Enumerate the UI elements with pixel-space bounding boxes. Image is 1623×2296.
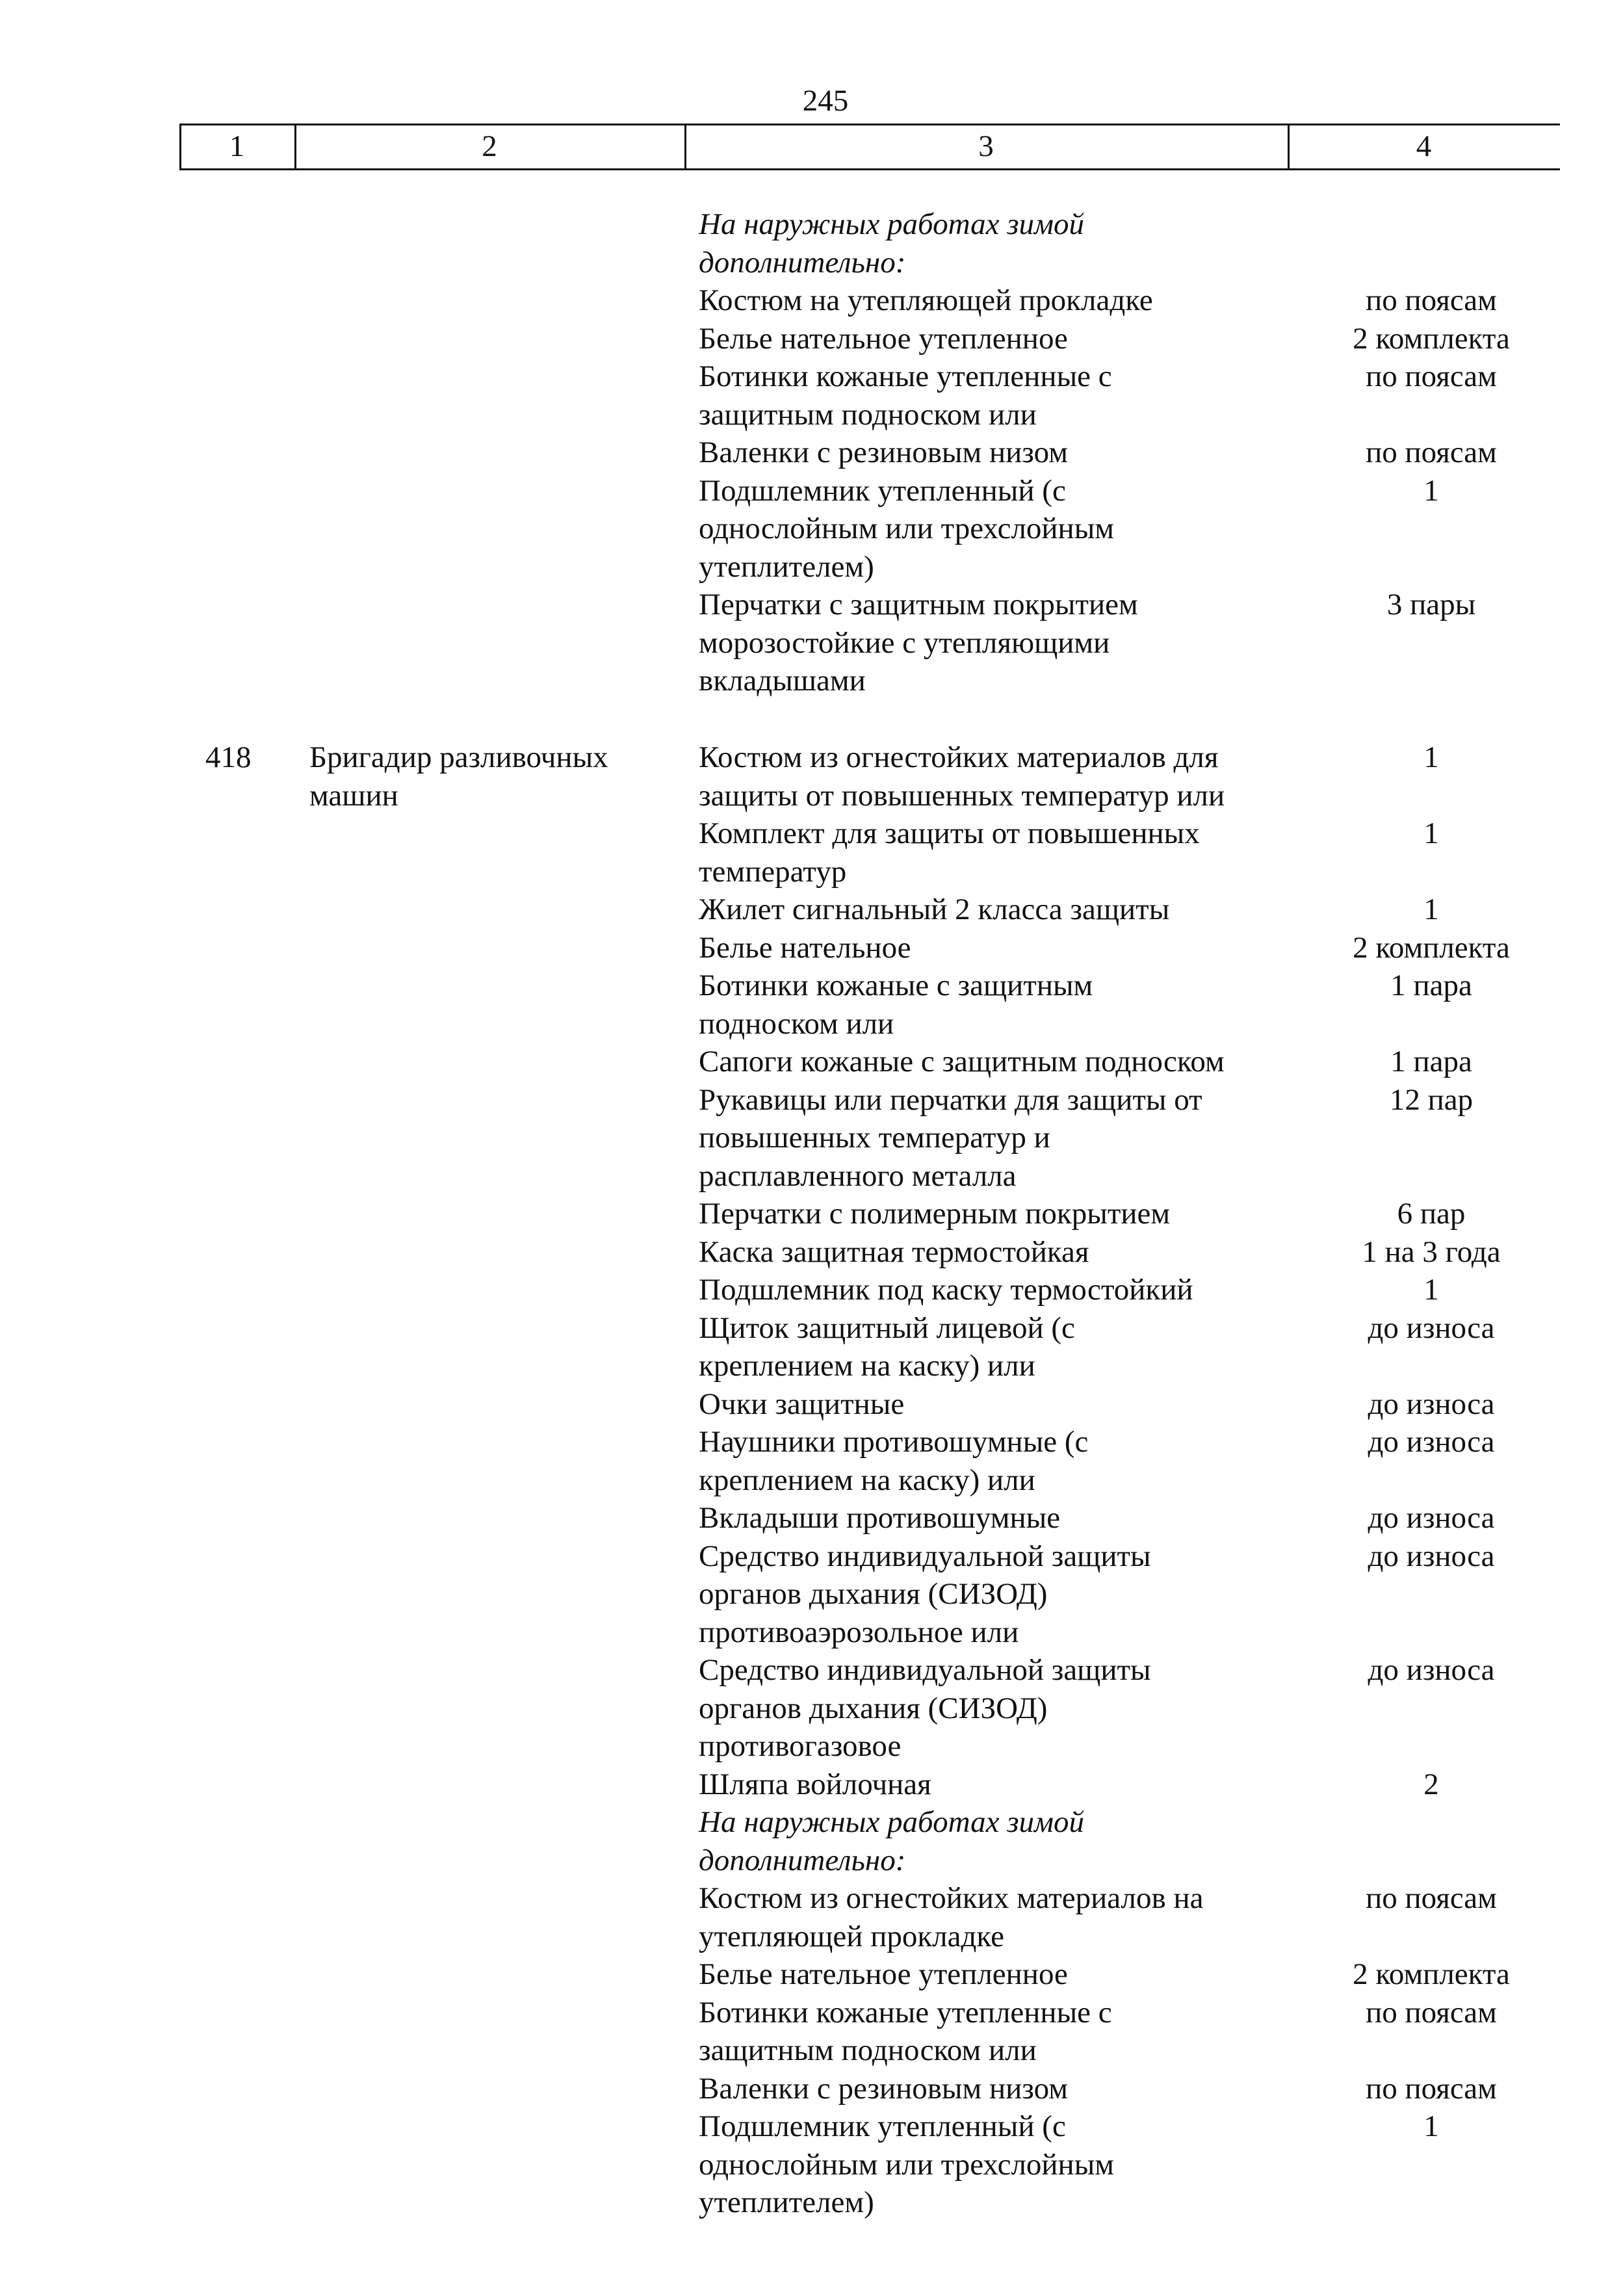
row418-item-15-line-0: Средство индивидуальной защиты [699, 1653, 1151, 1687]
row418-winter-item-4-line-2: утеплителем) [699, 2185, 874, 2219]
row418-item-4-line-1: подноском или [699, 1006, 894, 1041]
row418-item-1-norm: 1 [1423, 816, 1439, 850]
column-header-3: 3 [978, 129, 994, 163]
block1-item-3-line-0: Валенки с резиновым низом [699, 436, 1068, 469]
row418-item-0-line-1: защиты от повышенных температур или [699, 778, 1225, 813]
block1-item-4-line-2: утеплителем) [699, 549, 874, 584]
row418-winter-item-2-norm: по поясам [1366, 1995, 1497, 2029]
column-header-2: 2 [482, 129, 497, 163]
page-number: 245 [802, 84, 849, 118]
row418-item-5-norm: 1 пара [1390, 1045, 1472, 1078]
row418-item-13-norm: до износа [1368, 1501, 1495, 1535]
profession-name-line-0: Бригадир разливочных [309, 740, 608, 774]
row418-item-10-line-0: Щиток защитный лицевой (с [699, 1311, 1075, 1345]
row418-item-6-line-2: расплавленного металла [699, 1158, 1017, 1193]
row418-winter-item-1-norm: 2 комплекта [1353, 1957, 1510, 1991]
row418-item-0-norm: 1 [1423, 740, 1439, 774]
row418-item-10-norm: до износа [1368, 1311, 1495, 1345]
block1-item-1-norm: 2 комплекта [1353, 321, 1510, 356]
row418-item-8-line-0: Каска защитная термостойкая [699, 1234, 1089, 1269]
row418-item-12-norm: до износа [1368, 1425, 1495, 1459]
row418-item-1-line-0: Комплект для защиты от повышенных [699, 816, 1200, 850]
row418-winter-item-1-line-0: Белье нательное утепленное [699, 1957, 1068, 1991]
block1-item-4-line-1: однослойным или трехслойным [699, 512, 1115, 545]
row-number-418: 418 [205, 740, 252, 774]
row418-item-5-line-0: Сапоги кожаные с защитным подноском [699, 1045, 1225, 1078]
row418-winter-item-0-norm: по поясам [1366, 1881, 1497, 1915]
row418-winter-item-2-line-0: Ботинки кожаные утепленные с [699, 1995, 1112, 2029]
winter-section-title-1-line-1: дополнительно: [699, 245, 906, 280]
row418-item-15-line-1: органов дыхания (СИЗОД) [699, 1691, 1048, 1725]
row418-item-9-norm: 1 [1423, 1273, 1439, 1307]
row418-item-12-line-0: Наушники противошумные (с [699, 1425, 1089, 1459]
row418-item-9-line-0: Подшлемник под каску термостойкий [699, 1273, 1193, 1307]
row418-item-14-norm: до износа [1368, 1539, 1495, 1573]
profession-name-line-1: машин [309, 778, 398, 813]
row418-item-14-line-2: противоаэрозольное или [699, 1615, 1019, 1649]
block1-item-0-line-0: Костюм на утепляющей прокладке [699, 283, 1153, 317]
row418-item-15-norm: до износа [1368, 1653, 1495, 1687]
row418-winter-item-4-line-0: Подшлемник утепленный (с [699, 2109, 1066, 2143]
row418-item-10-line-1: креплением на каску) или [699, 1349, 1035, 1383]
block1-item-4-line-0: Подшлемник утепленный (с [699, 473, 1066, 508]
row418-winter-item-4-norm: 1 [1423, 2109, 1439, 2143]
row418-item-11-norm: до износа [1368, 1387, 1495, 1421]
block1-item-4-norm: 1 [1423, 473, 1439, 508]
row418-item-4-norm: 1 пара [1390, 969, 1472, 1002]
winter-section-title-1-line-0: На наружных работах зимой [699, 207, 1085, 241]
row418-item-8-norm: 1 на 3 года [1362, 1234, 1501, 1269]
row418-item-14-line-1: органов дыхания (СИЗОД) [699, 1577, 1048, 1611]
row418-item-13-line-0: Вкладыши противошумные [699, 1501, 1061, 1535]
row418-item-12-line-1: креплением на каску) или [699, 1463, 1035, 1497]
row418-item-2-line-0: Жилет сигнальный 2 класса защиты [699, 893, 1170, 926]
column-header-1: 1 [229, 129, 245, 163]
row418-winter-item-0-line-0: Костюм из огнестойких материалов на [699, 1881, 1204, 1915]
block1-item-0-norm: по поясам [1366, 283, 1497, 317]
row418-item-11-line-0: Очки защитные [699, 1387, 905, 1421]
block1-item-1-line-0: Белье нательное утепленное [699, 321, 1068, 356]
row418-item-15-line-2: противогазовое [699, 1729, 902, 1763]
row418-item-4-line-0: Ботинки кожаные с защитным [699, 969, 1093, 1002]
row418-item-0-line-0: Костюм из огнестойких материалов для [699, 740, 1219, 774]
column-header-4: 4 [1416, 129, 1432, 163]
column-header-row [179, 124, 1560, 170]
row418-item-14-line-0: Средство индивидуальной защиты [699, 1539, 1151, 1573]
row418-item-7-line-0: Перчатки с полимерным покрытием [699, 1197, 1171, 1231]
row418-item-6-norm: 12 пар [1389, 1082, 1474, 1117]
block1-item-2-norm: по поясам [1366, 359, 1497, 393]
row418-item-6-line-0: Рукавицы или перчатки для защиты от [699, 1082, 1202, 1117]
block1-item-5-line-1: морозостойкие с утепляющими [699, 625, 1110, 660]
row418-winter-item-3-norm: по поясам [1366, 2071, 1497, 2106]
row418-winter-item-0-line-1: утепляющей прокладке [699, 1919, 1004, 1953]
winter-section-title-2-line-1: дополнительно: [699, 1843, 906, 1877]
row418-item-1-line-1: температур [699, 854, 847, 889]
row418-winter-item-4-line-1: однослойным или трехслойным [699, 2147, 1115, 2182]
row418-winter-item-3-line-0: Валенки с резиновым низом [699, 2071, 1068, 2106]
block1-item-2-line-0: Ботинки кожаные утепленные с [699, 359, 1112, 393]
row418-item-7-norm: 6 пар [1397, 1197, 1466, 1231]
row418-item-3-line-0: Белье нательное [699, 930, 911, 965]
block1-item-3-norm: по поясам [1366, 436, 1497, 469]
block1-item-5-line-2: вкладышами [699, 664, 866, 698]
block1-item-5-line-0: Перчатки с защитным покрытием [699, 588, 1138, 621]
row418-item-2-norm: 1 [1423, 893, 1439, 926]
block1-item-5-norm: 3 пары [1386, 588, 1476, 621]
row418-item-3-norm: 2 комплекта [1353, 930, 1510, 965]
winter-section-title-2-line-0: На наружных работах зимой [699, 1805, 1085, 1839]
row418-item-16-norm: 2 [1423, 1767, 1439, 1801]
row418-item-6-line-1: повышенных температур и [699, 1121, 1050, 1155]
row418-winter-item-2-line-1: защитным подноском или [699, 2033, 1037, 2067]
block1-item-2-line-1: защитным подноском или [699, 397, 1037, 432]
row418-item-16-line-0: Шляпа войлочная [699, 1767, 931, 1801]
